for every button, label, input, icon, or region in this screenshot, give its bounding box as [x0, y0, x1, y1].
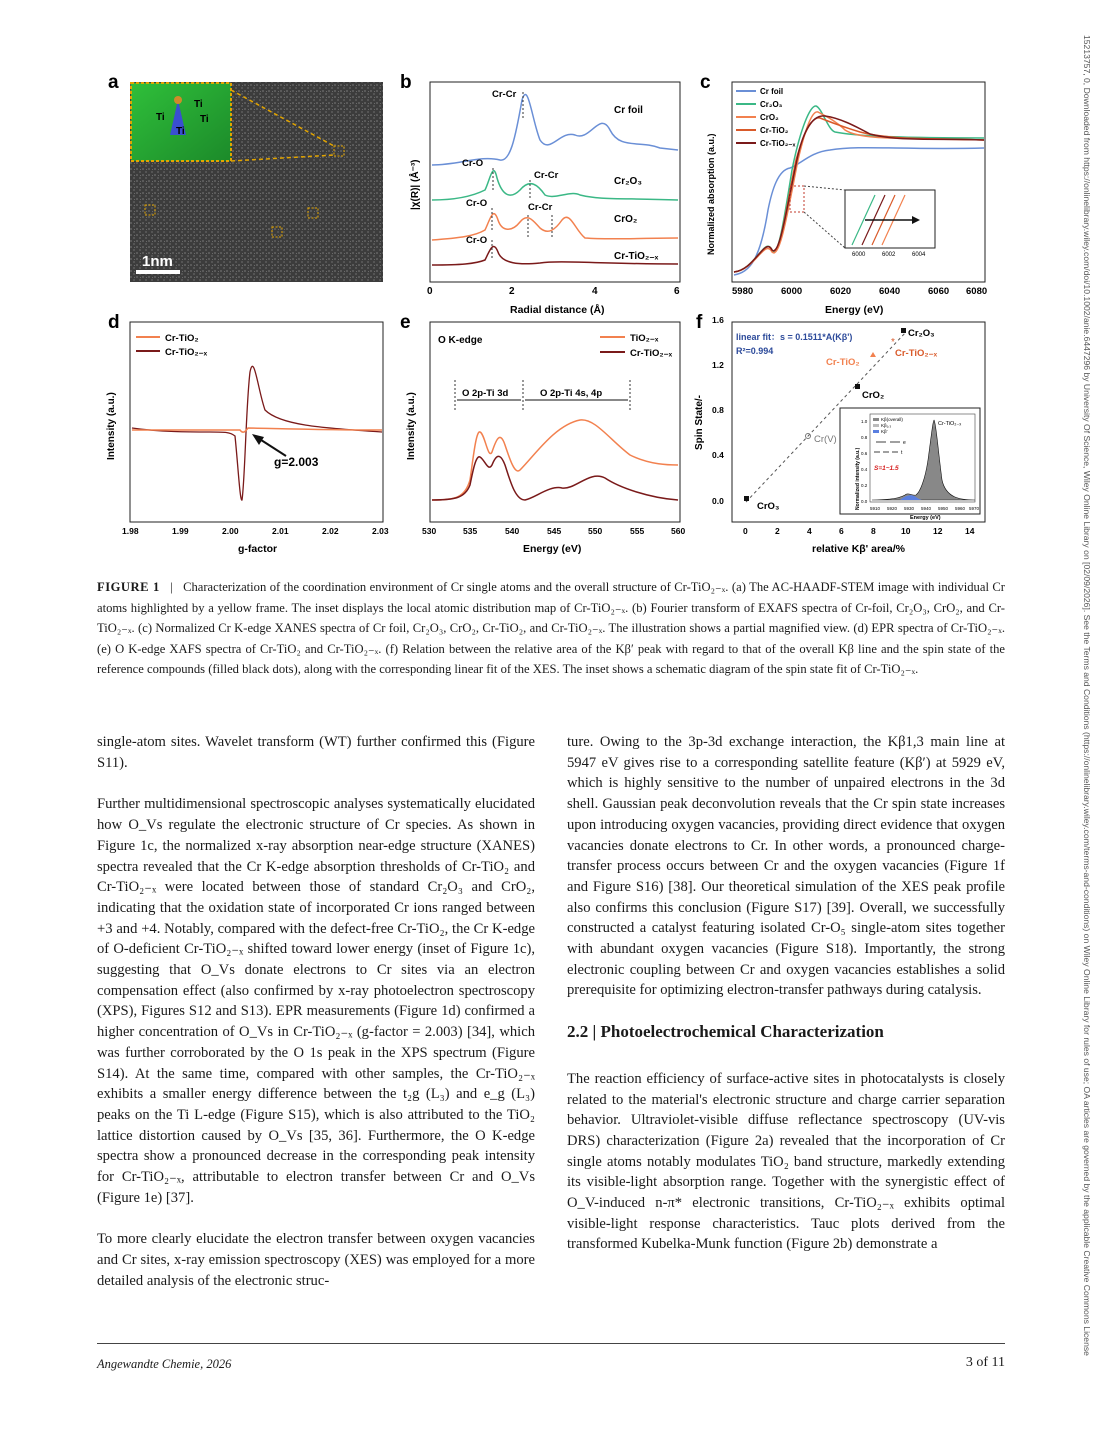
panel-a-letter: a: [108, 72, 119, 93]
annot-cr-cr-2: Cr-Cr: [534, 170, 559, 181]
annot-cr-cr-3: Cr-Cr: [528, 202, 553, 213]
label-f-cro3: CrO₃: [757, 501, 780, 512]
panel-b-xtick: 6: [674, 286, 680, 297]
inset-level-t: t: [901, 450, 903, 456]
inset-f-xtick: 5940: [921, 506, 932, 511]
panel-c-xtick: 6000: [781, 286, 803, 297]
paragraph: To more clearly elucidate the electron transfer between oxygen vacancies and Cr sites, x-ray emission spectroscopy (XES) was employed for a more detailed analysis of the electronic struc-: [97, 1231, 535, 1289]
panel-c-inset-xtick: 6004: [912, 252, 926, 258]
panel-c-xtick: 6060: [928, 286, 950, 297]
inset-legend-kbprime: Kβ': [881, 429, 888, 434]
inset-ti-label-4: Ti: [176, 126, 185, 137]
panel-d-letter: d: [108, 312, 120, 333]
label-f-cro2: CrO₂: [862, 390, 885, 401]
panel-d-xtick: 1.98: [122, 526, 139, 536]
panel-e-xtick: 530: [422, 526, 437, 536]
panel-b-letter: b: [400, 72, 412, 93]
panel-b-xlabel: Radial distance (Å): [510, 304, 605, 316]
inset-f-xtick: 5930: [904, 506, 915, 511]
annot-cr-cr-1: Cr-Cr: [492, 89, 517, 100]
label-cro2: CrO₂: [614, 214, 638, 225]
caption-label: FIGURE 1: [97, 580, 160, 594]
panel-e-ylabel: Intensity (a.u.): [406, 392, 417, 460]
legend-c-cr-tio2: Cr-TiO₂: [760, 126, 789, 135]
panel-f-xtick: 0: [743, 526, 748, 536]
panel-c-xtick: 5980: [732, 286, 754, 297]
inset-f-ytick: 0.2: [861, 483, 868, 488]
annot-o2p-ti3d: O 2p-Ti 3d: [462, 388, 509, 399]
panel-f-xtick: 4: [807, 526, 812, 536]
label-f-cr-tio2-x: Cr-TiO₂₋ₓ: [895, 348, 938, 359]
panel-f-ytick: 0.0: [712, 496, 724, 506]
annot-o2p-ti4s4p: O 2p-Ti 4s, 4p: [540, 388, 603, 399]
panel-b-ylabel: |χ(R)| (Å⁻³): [410, 159, 421, 210]
inset-f-ytick: 1.0: [861, 419, 868, 424]
annot-cr-o-2: Cr-O: [466, 198, 488, 209]
label-cr-foil: Cr foil: [614, 105, 643, 116]
panel-f-ylabel: Spin State/-: [694, 394, 705, 450]
panel-d-xtick: 2.01: [272, 526, 289, 536]
panel-b-xtick: 2: [509, 286, 515, 297]
panel-f-ytick: 1.2: [712, 360, 724, 370]
panel-f-xlabel: relative Kβ' area/%: [812, 543, 905, 555]
inset-f-xtick: 5960: [955, 506, 966, 511]
legend-e-tio2-x: TiO₂₋ₓ: [630, 333, 659, 344]
inset-legend-kb13: Kβ₁,₃: [881, 423, 892, 428]
inset-f-ytick: 0.8: [861, 435, 868, 440]
inset-f-ylabel: Normalized intensity (a.u.): [855, 447, 861, 510]
fit-text: linear fit：s = 0.1511*A(Kβ'): [736, 332, 853, 342]
panel-c-xlabel: Energy (eV): [825, 304, 884, 316]
panel-f-xtick: 8: [871, 526, 876, 536]
label-f-cr-v: Cr(V): [814, 434, 837, 445]
panel-f-ytick: 1.6: [712, 315, 724, 325]
panel-c-inset: [845, 190, 935, 248]
point-cro2: [855, 384, 860, 389]
series-d-cr-tio2-x: [132, 366, 382, 500]
panel-e-xtick: 550: [588, 526, 603, 536]
panel-d-xtick: 2.02: [322, 526, 339, 536]
series-e-cr-tio2-x: [432, 456, 678, 500]
legend-e-cr-tio2-x: Cr-TiO₂₋ₓ: [630, 348, 673, 359]
page-number: 3 of 11: [965, 1355, 1005, 1370]
panel-c-inset-xtick: 6002: [882, 252, 896, 258]
inset-legend-overall: Kβ(overall): [881, 417, 903, 422]
inset-f-xtick: 5920: [887, 506, 898, 511]
paragraph: single-atom sites. Wavelet transform (WT) further confirmed this (Figure S11).: [97, 734, 535, 771]
panel-e-xtick: 555: [630, 526, 645, 536]
panel-e-title: O K-edge: [438, 335, 483, 346]
paragraph: Further multidimensional spectroscopic analyses systematically elucidated how O_Vs regulate the electronic structure of Cr species. As shown in Figure 1c, the normalized x-ray absorption near-edge structure (XANES) spectra revealed that the Cr K-edge absorption thresholds of Cr-TiO₂ and Cr-TiO₂₋ₓ were located between those of standard Cr₂O₃ and CrO₂, indicating that the oxidation state of incorporated Cr ions ranged between +3 and +4. Notably, compared with the defect-free Cr-TiO₂, the Cr K-edge of O-deficient Cr-TiO₂₋ₓ shifted toward lower energy (inset of Figure 1c), suggesting that O_Vs donate electrons to Cr sites via an electron compensation effect (also confirmed by x-ray photoelectron spectroscopy (XPS), Figures S12 and S13). EPR measurements (Figure 1d) confirmed a higher concentration of O_Vs in Cr-TiO₂₋ₓ (g-factor = 2.003) [34], which was further corroborated by the O 1s peak in the XPS spectrum (Figure S14). At the same time, compared with other samples, the Cr-TiO₂₋ₓ exhibits a smaller energy difference between the t₂g (L₃) and e_g (L₃) peaks on the Ti L-edge (Figure S15), which is also attributed to the TiO₂ lattice distortion caused by O_Vs [35, 36]. Furthermore, the O K-edge spectra show a pronounced decrease in the corresponding peak intensity for Cr-TiO₂₋ₓ, attributable to electron transfer between Cr and O_Vs (Figure 1e) [37].: [97, 796, 535, 1206]
legend-c-cro2: CrO₂: [760, 113, 779, 122]
panel-e-letter: e: [400, 312, 411, 333]
label-cr2o3: Cr₂O₃: [614, 176, 642, 187]
figure-caption: FIGURE 1 | Characterization of the coordination environment of Cr single atoms and the overall structure of Cr-TiO₂₋ₓ. (a) The AC-HAADF-STEM image with individual Cr atoms highlighted by a yellow frame. The inset displays the local atomic distribution map of Cr-TiO₂₋ₓ. (b) Fourier transform of EXAFS spectra of Cr-foil, Cr₂O₃, CrO₂, and Cr-TiO₂₋ₓ. (c) Normalized Cr K-edge XANES spectra of Cr foil, Cr₂O₃, CrO₂, Cr-TiO₂, and Cr-TiO₂₋ₓ. The illustration shows a partial magnified view. (d) EPR spectra of Cr-TiO₂₋ₓ. (e) O K-edge XAFS spectra of Cr-TiO₂ and Cr-TiO₂₋ₓ. (f) Relation between the relative area of the Kβ′ peak with regard to that of the overall Kβ line and the spin state of the reference compounds (filled black dots), along with the corresponding linear fit of the XES. The inset shows a schematic diagram of the spin state fit of Cr-TiO₂₋ₓ.: [97, 580, 1005, 677]
paragraph: The reaction efficiency of surface-active sites in photocatalysts is closely related to the material's electronic structure and charge carrier separation behavior. Ultraviolet-visible diffuse reflectance spectroscopy (UV-vis DRS) characterization (Figure 2a) revealed that the incorporation of Cr single atoms notably modulates TiO₂ band structure, markedly extending its visible-light absorption range. Together with the synergistic effect of O_V-induced n-π* electronic transitions, Cr-TiO₂₋ₓ exhibits optimal visible-light response characteristics. Tauc plots derived from the transformed Kubelka-Munk function (Figure 2b) demonstrate a: [567, 1070, 1005, 1253]
panel-d-xtick: 2.03: [372, 526, 389, 536]
download-notice: 15213757, 0, Downloaded from https://onlinelibrary.wiley.com/doi/10.1002/anie.6447296 by University Of Science, Wiley Online Library on [02/09/2026]. See the Terms and Conditions (https://onlinelibrary.wiley.com/terms-and-conditions) on Wiley Online Library for rules of use; OA articles are governed by the applicable Creative Commons License: [1082, 35, 1092, 1356]
inset-f-ytick: 0.6: [861, 451, 868, 456]
section-heading: 2.2 | Photoelectrochemical Characterization: [567, 1022, 884, 1042]
scale-bar-label: 1nm: [142, 253, 173, 270]
inset-f-ytick: 0.4: [861, 467, 868, 472]
label-f-cr2o3: Cr₂O₃: [908, 328, 935, 339]
body-left-column: [97, 732, 535, 1313]
legend-c-cr2o3: Cr₂O₃: [760, 100, 783, 109]
panel-f-xtick: 14: [965, 526, 975, 536]
journal-footer: Angewandte Chemie, 2026: [97, 1357, 232, 1371]
footer-divider: [97, 1343, 1005, 1344]
paragraph: ture. Owing to the 3p-3d exchange interaction, the Kβ1,3 main line at 5947 eV gives rise to a corresponding satellite feature (Kβ′) at 5929 eV, which is highly sensitive to the number of unpaired electrons in the 3d shell. Gaussian peak deconvolution reveals that the Cr spin state increases upon introducing oxygen vacancies, providing direct evidence that oxygen vacancies donate electrons to Cr. In other words, a pronounced charge-transfer process occurs between Cr and the oxygen vacancies (Figure 1f and Figure S16) [38]. Our theoretical simulation of the XES peak profile also confirms this conclusion (Figure S17) [39]. Overall, we successfully constructed a catalyst featuring isolated Cr-O₅ single-atom sites together with abundant oxygen vacancies (Figure S18). Importantly, the strong electronic coupling between Cr and oxygen vacancies establishes a solid prerequisite for optimizing electron-transfer pathways during catalysis.: [567, 734, 1005, 999]
inset-level-e: e: [903, 440, 906, 446]
panel-c-inset-xtick: 6000: [852, 252, 866, 258]
panel-f-xtick: 6: [839, 526, 844, 536]
panel-c-xtick: 6040: [879, 286, 901, 297]
inset-ti-label-2: Ti: [156, 112, 165, 123]
inset-f-title: Cr-TiO₂₋ₓ: [938, 421, 962, 427]
r2-text: R²=0.994: [736, 346, 774, 356]
panel-b-xtick: 4: [592, 286, 598, 297]
panel-c-letter: c: [700, 72, 711, 93]
panel-d-ylabel: Intensity (a.u.): [106, 392, 117, 460]
annot-cr-o-3: Cr-O: [466, 235, 488, 246]
panel-f-xtick: 10: [901, 526, 911, 536]
panel-e-xtick: 540: [505, 526, 520, 536]
panel-f-xtick: 2: [775, 526, 780, 536]
panel-e-xtick: 560: [671, 526, 686, 536]
panel-c-xtick: 6020: [830, 286, 852, 297]
panel-c-ylabel: Normalized absorption (a.u.): [706, 133, 716, 255]
body-right-column: [567, 732, 1005, 1276]
panel-d-xlabel: g-factor: [238, 543, 278, 555]
annot-cr-o-1: Cr-O: [462, 158, 484, 169]
panel-d-xtick: 2.00: [222, 526, 239, 536]
inset-f-xtick: 5910: [870, 506, 881, 511]
point-cr2o3: [901, 328, 906, 333]
inset-f-xtick: 5950: [938, 506, 949, 511]
panel-f-ytick: 0.4: [712, 450, 724, 460]
point-cro3: [744, 496, 749, 501]
legend-c-cr-foil: Cr foil: [760, 87, 784, 96]
panel-f-xtick: 12: [933, 526, 943, 536]
figure-1-graphic: [100, 60, 1005, 565]
point-cr-tio2: [870, 352, 876, 357]
point-cr-tio2-x: *: [891, 337, 895, 348]
caption-text: Characterization of the coordination environment of Cr single atoms and the overall structure of Cr-TiO₂₋ₓ. (a) The AC-HAADF-STEM image with individual Cr atoms highlighted by a yellow frame. The inset displays the local atomic distribution map of Cr-TiO₂₋ₓ. (b) Fourier transform of EXAFS spectra of Cr-foil, Cr₂O₃, CrO₂, and Cr-TiO₂₋ₓ. (c) Normalized Cr K-edge XANES spectra of Cr foil, Cr₂O₃, CrO₂, Cr-TiO₂, and Cr-TiO₂₋ₓ. The illustration shows a partial magnified view. (d) EPR spectra of Cr-TiO₂₋ₓ. (e) O K-edge XAFS spectra of Cr-TiO₂ and Cr-TiO₂₋ₓ. (f) Relation between the relative area of the Kβ′ peak with regard to that of the overall Kβ line and the spin state of the reference compounds (filled black dots), along with the corresponding linear fit of the XES. The inset shows a schematic diagram of the spin state fit of Cr-TiO₂₋ₓ.: [97, 580, 1005, 677]
inset-f-xlabel: Energy (eV): [910, 515, 941, 521]
scale-bar: [136, 270, 180, 274]
panel-e-xlabel: Energy (eV): [523, 543, 582, 555]
panel-e-xtick: 545: [547, 526, 562, 536]
panel-f-letter: f: [696, 312, 703, 333]
panel-e-xtick: 535: [463, 526, 478, 536]
legend-c-cr-tio2-x: Cr-TiO₂₋ₓ: [760, 139, 796, 148]
panel-f-ytick: 0.8: [712, 405, 724, 415]
panel-d-xtick: 1.99: [172, 526, 189, 536]
label-f-cr-tio2: Cr-TiO₂: [826, 357, 860, 368]
g-factor-annotation: g=2.003: [274, 455, 319, 469]
inset-ti-label-3: Ti: [200, 114, 209, 125]
inset-spin-text: S=1~1.5: [874, 465, 899, 472]
inset-f-ytick: 0.0: [861, 499, 868, 504]
label-cr-tio2-x: Cr-TiO₂₋ₓ: [614, 251, 659, 262]
legend-d-cr-tio2-x: Cr-TiO₂₋ₓ: [165, 347, 208, 358]
panel-b-xtick: 0: [427, 286, 433, 297]
panel-c-xtick: 6080: [966, 286, 988, 297]
inset-f-xtick: 5970: [969, 506, 980, 511]
inset-ti-label-1: Ti: [194, 99, 203, 110]
figure-1: [100, 60, 1005, 565]
legend-d-cr-tio2: Cr-TiO₂: [165, 333, 199, 344]
